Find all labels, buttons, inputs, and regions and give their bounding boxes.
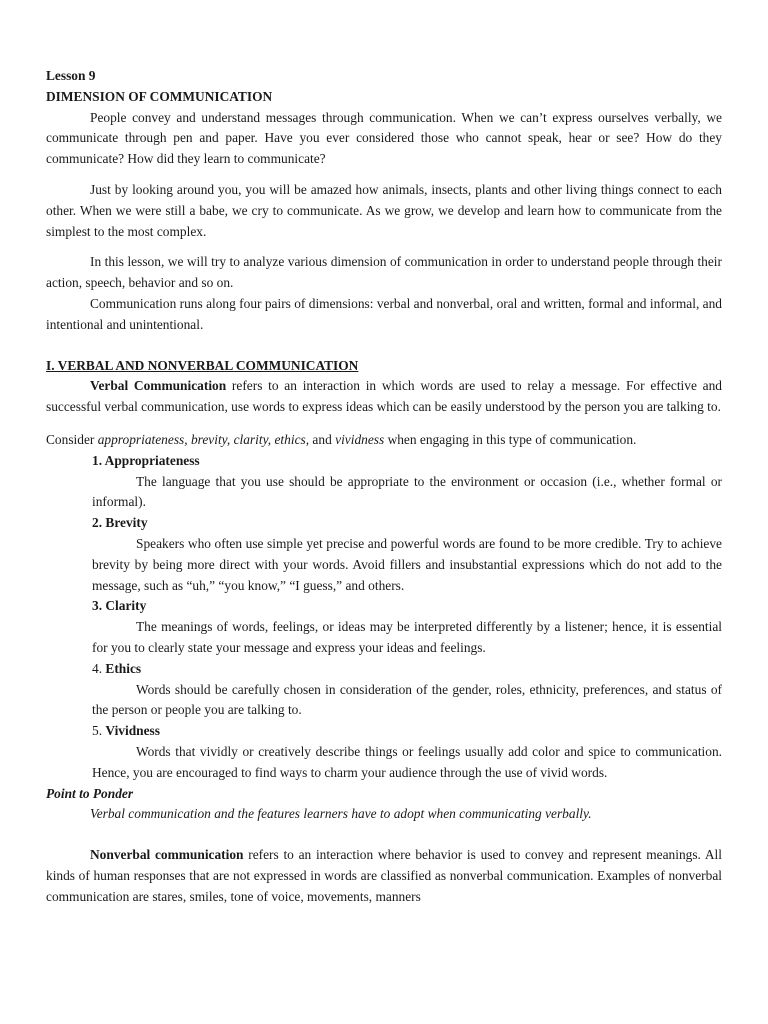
item-heading-appropriateness xyxy=(92,451,722,472)
consider-tail: when engaging in this type of communication. xyxy=(384,431,637,447)
item-label: Ethics xyxy=(105,660,142,676)
item-number: 3. xyxy=(92,598,106,614)
document-body xyxy=(46,66,722,907)
intro-paragraph-3: In this lesson, we will try to analyze various dimension of communication in order to understand people through their action, speech, behavior and so on. xyxy=(46,254,722,291)
item-heading-vividness xyxy=(92,721,722,742)
verbal-term: Verbal Communication xyxy=(90,378,227,394)
consider-terms: appropriateness, brevity, clarity, ethics xyxy=(97,431,306,447)
section-heading: I. VERBAL AND NONVERBAL COMMUNICATION xyxy=(46,357,359,373)
item-label: Appropriateness xyxy=(104,452,200,468)
nonverbal-term: Nonverbal communication xyxy=(90,847,244,863)
verbal-definition xyxy=(46,376,722,418)
item-number: 5. xyxy=(92,723,106,739)
consider-lead: Consider xyxy=(46,431,98,447)
consider-mid: , and xyxy=(305,431,336,447)
item-text-vividness: Words that vividly or creatively describe things or feelings usually add color and spice to communication. Hence, you are encouraged to find ways to charm your audience through the use of vivid words. xyxy=(92,743,722,780)
point-to-ponder-text: Verbal communication and the features learners have to adopt when communicating verbally. xyxy=(90,806,592,822)
consider-term-vividness: vividness xyxy=(335,431,385,447)
point-to-ponder-heading: Point to Ponder xyxy=(46,785,134,801)
item-text-appropriateness: The language that you use should be appropriate to the environment or occasion (i.e., whether formal or informal). xyxy=(92,473,722,510)
item-number: 1. xyxy=(92,452,105,468)
item-heading-brevity xyxy=(92,513,722,534)
consider-line xyxy=(46,430,722,451)
item-number: 4. xyxy=(92,660,106,676)
item-text-ethics: Words should be carefully chosen in consideration of the gender, roles, ethnicity, preferences, and status of the person or people you are talking to. xyxy=(92,681,722,718)
item-text-brevity: Speakers who often use simple yet precise and powerful words are found to be more credible. Try to achieve brevity by being more direct with your words. Avoid fillers and insubstantial expressions which do not add to the message, such as “uh,” “you know,” “I guess,” and others. xyxy=(92,535,722,593)
item-label: Brevity xyxy=(105,515,148,531)
item-label: Vividness xyxy=(105,723,160,739)
nonverbal-definition xyxy=(46,845,722,907)
verbal-definition-text: refers to an interaction in which words are used to relay a message. For effective and successful verbal communication, use words to express ideas which can be easily understood by the person you are talking to. xyxy=(46,378,722,415)
item-number: 2. xyxy=(92,515,106,531)
item-text-clarity: The meanings of words, feelings, or ideas may be interpreted differently by a listener; hence, it is essential for you to clearly state your message and express your ideas and feelings. xyxy=(92,619,722,655)
intro-paragraph-2: Just by looking around you, you will be amazed how animals, insects, plants and other living things connect to each other. When we were still a babe, we cry to communicate. As we grow, we develop and learn how to communicate from the simplest to the most complex. xyxy=(46,181,722,239)
nonverbal-definition-text: refers to an interaction where behavior is used to convey and represent meanings. All kinds of human responses that are not expressed in words are classified as nonverbal communication. Examples of nonverbal communication are stares, smiles, tone of voice, movements, manners xyxy=(46,847,722,904)
intro-paragraph-4: Communication runs along four pairs of dimensions: verbal and nonverbal, oral and written, formal and informal, and intentional and unintentional. xyxy=(46,295,722,332)
lesson-number: Lesson 9 xyxy=(46,68,96,83)
intro-paragraph-1: People convey and understand messages through communication. When we can’t express ourselves verbally, we communicate through pen and paper. Have you ever considered those who cannot speak, hear or see? How do they communicate? How did they learn to communicate? xyxy=(46,109,722,167)
item-heading-clarity xyxy=(92,596,722,617)
item-label: Clarity xyxy=(105,598,147,614)
page-title: DIMENSION OF COMMUNICATION xyxy=(46,88,273,104)
item-heading-ethics xyxy=(92,659,722,680)
